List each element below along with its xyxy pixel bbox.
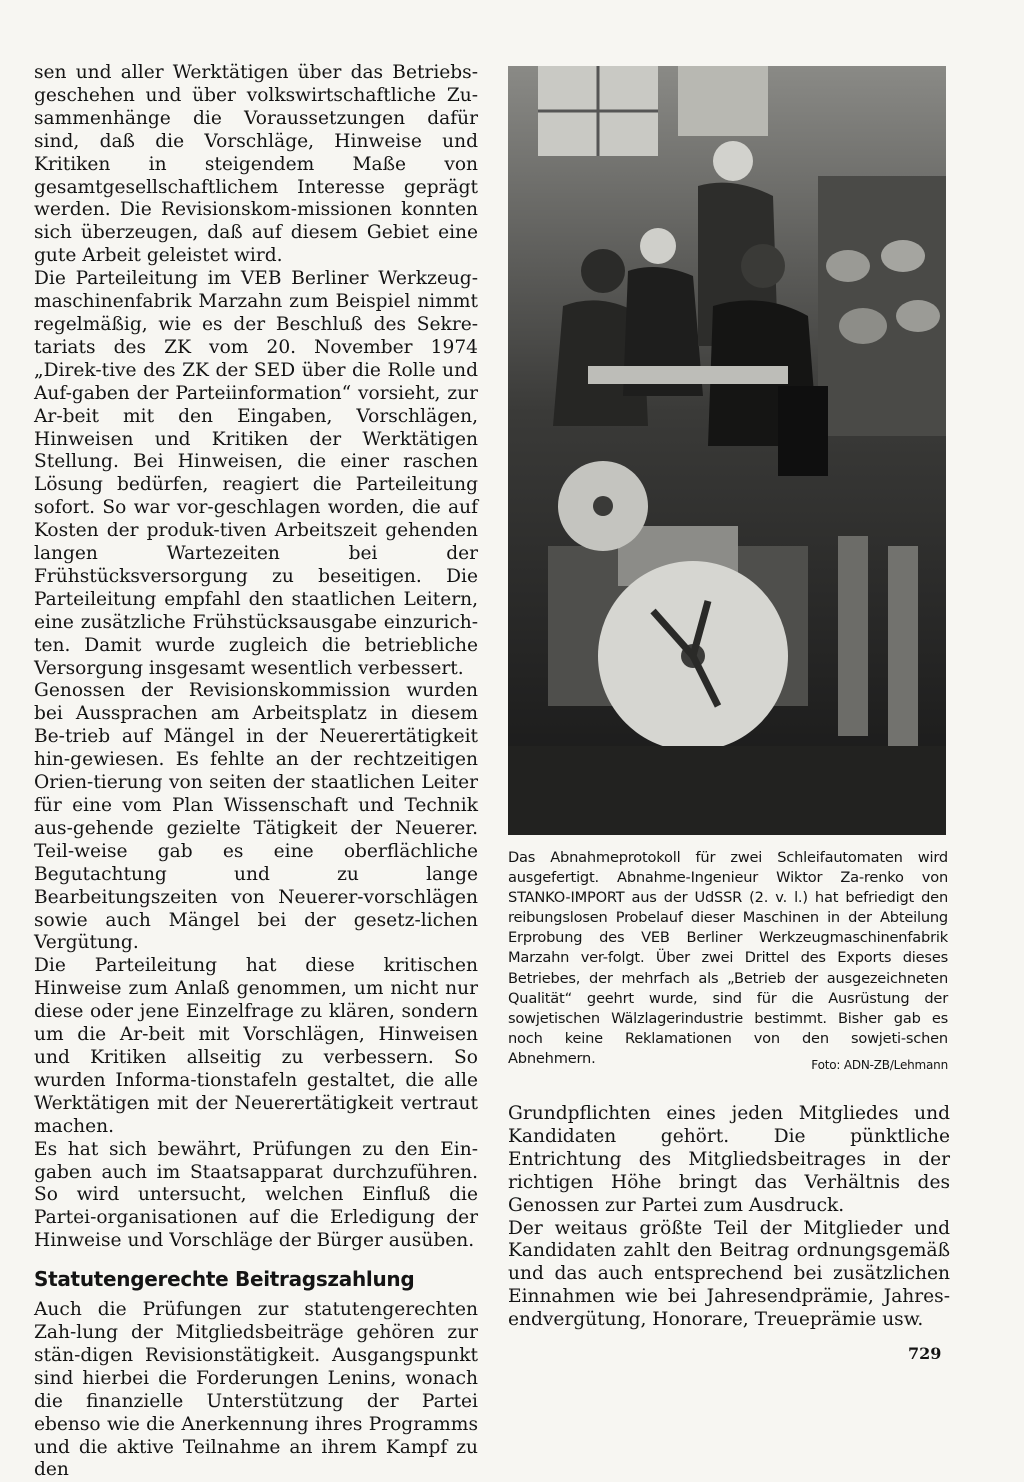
photo-caption [508, 848, 948, 1075]
machine-part [826, 250, 870, 282]
person-head [581, 249, 625, 293]
person-head [741, 244, 785, 288]
machine-part [881, 240, 925, 272]
factory-photo [508, 66, 946, 835]
paragraph-kritische-hinweise: Die Parteileitung hat diese kritischen Hinweise zum Anlaß genommen, um nicht nur diese oder jene Einzelfrage zu klären, sondern um die Ar-beit mit Vorschlägen, Hinweisen und Kritiken allseitig zu verbessern. So wurden Informa-tionstafeln gestaltet, die alle Werktätigen mit der Neuerertätigkeit vertraut machen. [34, 955, 478, 1137]
section-heading: Statutengerechte Beitragszahlung [34, 1267, 415, 1292]
spring-stack [838, 536, 868, 736]
paragraph-mitglieder-beitrag: Der weitaus größte Teil der Mitglieder und Kandidaten zahlt den Beitrag ordnungsgemäß und das auch entsprechend bei zusätzlichen Einnahmen wie bei Jahresendprämie, Jahres-endvergütung, Honorare, Treueprämie usw. [508, 1217, 950, 1331]
paragraph-grundpflichten: Grundpflichten eines jeden Mitgliedes und Kandidaten gehört. Die pünktliche Entrichtung des Mitgliedsbeitrages in der richtigen Höhe bringt das Verhältnis des Genossen zur Partei zum Ausdruck. [508, 1103, 950, 1216]
person-head [713, 141, 753, 181]
paragraph-beitragszahlung: Auch die Prüfungen zur statutengerechten Zah-lung der Mitgliedsbeiträge gehören zur stän-digen Revisionstätigkeit. Ausgangspunkt sind hierbei die Forderungen Lenins, wonach die finanzielle Unterstützung der Partei ebenso wie die Anerkennung ihres Programms und die aktive Teilnahme an ihrem Kampf zu den [34, 1299, 478, 1481]
paragraph-revisionskommission: Genossen der Revisionskommission wurden bei Aussprachen am Arbeitsplatz in diesem Be-trieb auf Mängel in der Neuerertätigkeit hin-gewiesen. Es fehlte an der rechtzeitigen Orien-tierung von seiten der staatlichen Leiter für eine vom Plan Wissenschaft und Technik aus-gehende gezielte Tätigkeit der Neuerer. Teil-weise gab es eine oberflächliche Begutachtung und zu lange Bearbeitungszeiten von Neuerer-vorschlägen sowie auch Mängel bei der gesetz-lichen Vergütung. [34, 680, 478, 954]
table [588, 366, 788, 384]
machine-part [896, 300, 940, 332]
paragraph-staatsapparat: Es hat sich bewährt, Prüfungen zu den Ein-gaben auch im Staatsapparat durchzuführen. So wird untersucht, welchen Einfluß die Partei-organisationen auf die Erledigung der Hinweise und Vorschläge der Bürger ausüben. [34, 1138, 478, 1252]
machine-part [839, 308, 887, 344]
paragraph-intro: sen und aller Werktätigen über das Betriebs-geschehen und über volkswirtschaftliche Zu-sammenhänge die Voraussetzungen dafür sind, daß die Vorschläge, Hinweise und Kritiken in steigendem Maße von gesamtgesellschaftlichem Interesse geprägt werden. Die Revisionskom-missionen konnten sich überzeugen, daß auf diesem Gebiet eine gute Arbeit geleistet wird. [34, 62, 478, 267]
left-text-column [34, 62, 478, 1482]
spring-stack [888, 546, 918, 746]
page-number: 729 [908, 1344, 942, 1363]
floor [508, 746, 946, 835]
chair [778, 386, 828, 476]
hall-window [678, 66, 768, 136]
photo-credit: Foto: ADN-ZB/Lehmann [811, 1058, 948, 1073]
person-head [640, 228, 676, 264]
caption-text: Das Abnahmeprotokoll für zwei Schleifautomaten wird ausgefertigt. Abnahme-Ingenieur Wiktor Za-renko von STANKO-IMPORT aus der UdSSR (2. v. l.) hat befriedigt den reibungslosen Probelauf dieser Maschinen in der Abteilung Erprobung des VEB Berliner Werkzeugmaschinenfabrik Marzahn ver-folgt. Über zwei Drittel des Exports dieses Betriebes, der mehrfach als „Betrieb der ausgezeichneten Qualität“ geehrt wurde, sind für die Ausrüstung der sowjetischen Wälzlagerindustrie bestimmt. Bisher gab es noch keine Reklamationen von den sowjeti-schen Abnehmern. [508, 849, 948, 1067]
right-text-column [508, 1103, 950, 1332]
machine-wheel-small-hub [593, 496, 613, 516]
paragraph-parteileitung-marzahn: Die Parteileitung im VEB Berliner Werkzeug-maschinenfabrik Marzahn zum Beispiel nimmt regelmäßig, wie es der Beschluß des Sekre-tariats des ZK vom 20. November 1974 „Direk-tive des ZK der SED über die Rolle und Auf-gaben der Parteiinformation“ vorsieht, zur Ar-beit mit den Eingaben, Vorschlägen, Hinweisen und Kritiken der Werktätigen Stellung. Bei Hinweisen, die einer raschen Lösung bedürfen, reagiert die Parteileitung sofort. So war vor-geschlagen worden, die auf Kosten der produk-tiven Arbeitszeit gehenden langen Wartezeiten bei der Frühstücksversorgung zu beseitigen. Die Parteileitung empfahl den staatlichen Leitern, eine zusätzliche Frühstücksausgabe einzurich-ten. Damit wurde zugleich die betriebliche Versorgung insgesamt wesentlich verbessert. [34, 268, 478, 679]
